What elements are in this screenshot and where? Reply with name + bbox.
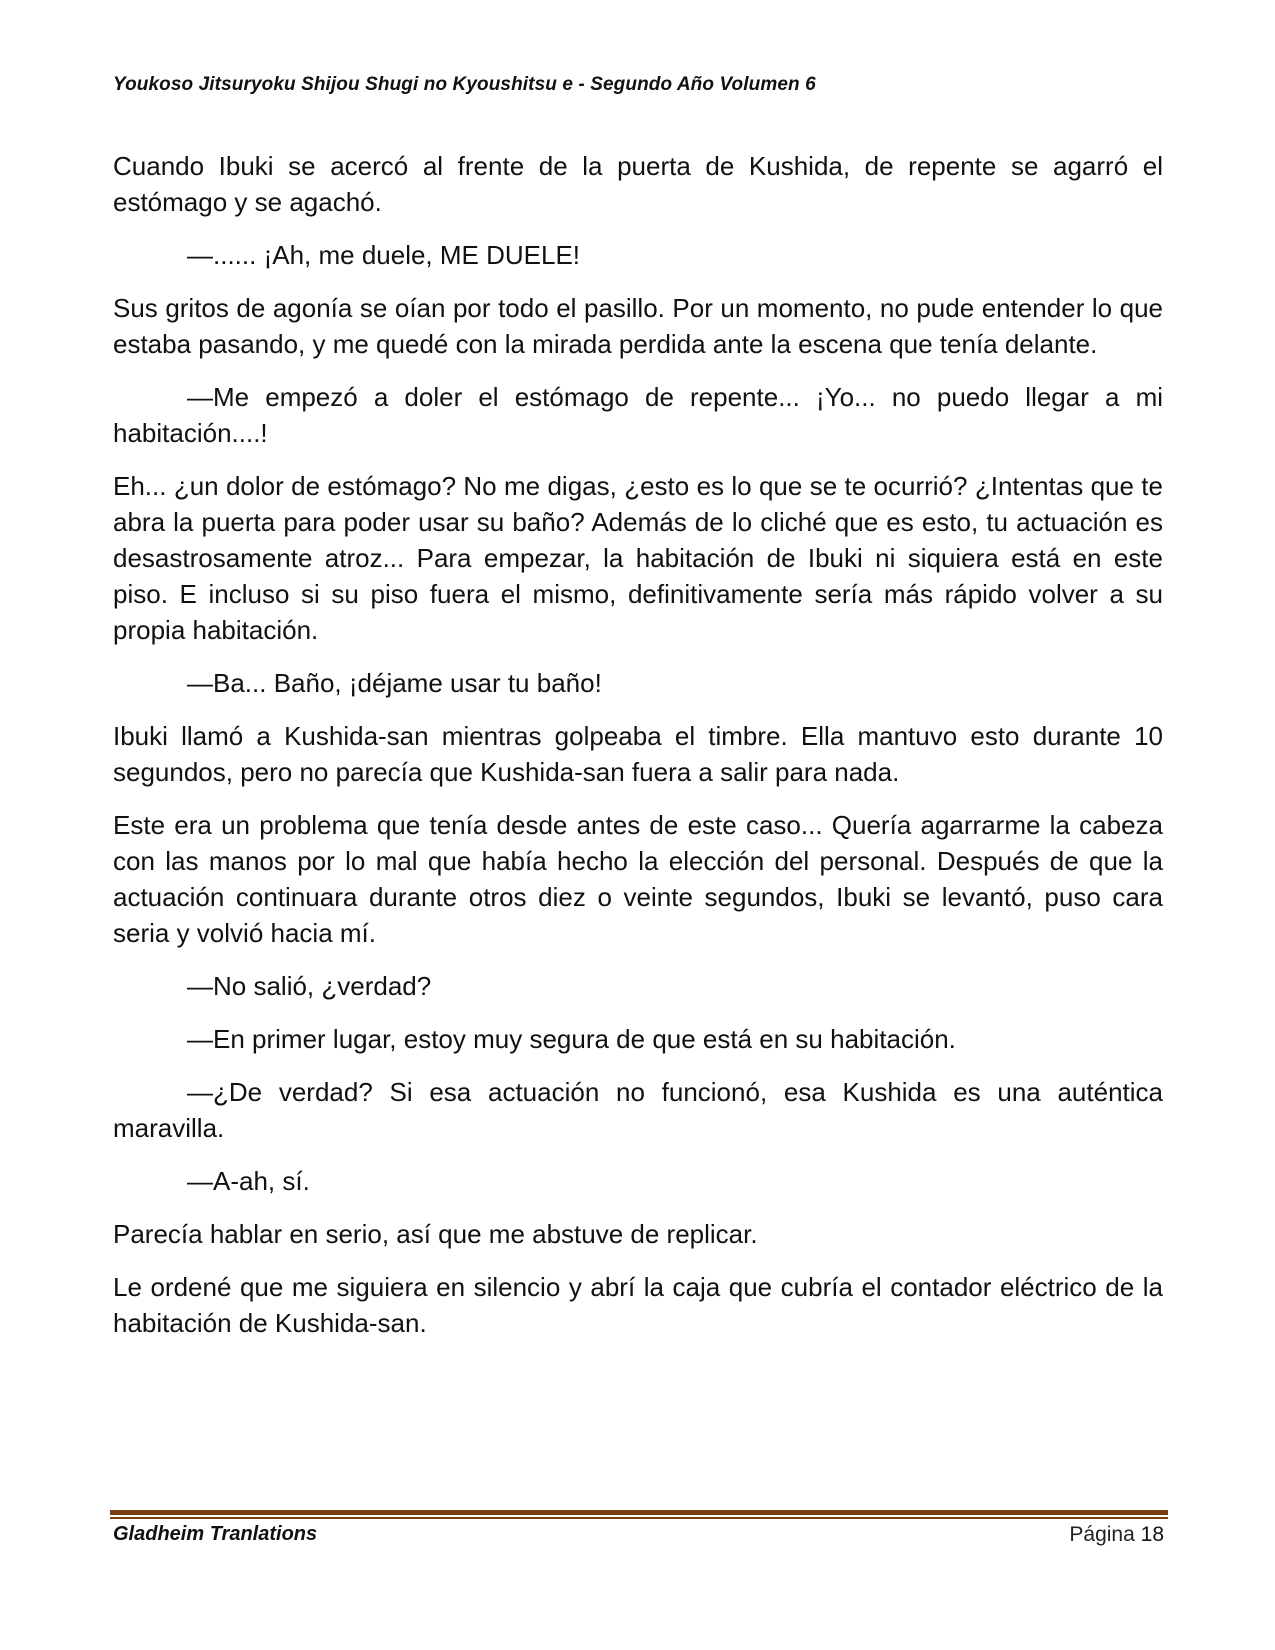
paragraph: Sus gritos de agonía se oían por todo el pasillo. Por un momento, no pude entender lo que estaba pasando, y me quedé con la mirada perdida ante la escena que tenía delante.	[113, 293, 1163, 359]
footer-divider	[110, 1510, 1168, 1519]
dialogue-paragraph: —A-ah, sí.	[187, 1166, 310, 1196]
paragraph: Este era un problema que tenía desde antes de este caso... Quería agarrarme la cabeza con las manos por lo mal que había hecho la elección del personal. Después de que la actuación continuara durante otros diez o veinte segundos, Ibuki se levantó, puso cara seria y volvió hacia mí.	[113, 810, 1163, 948]
paragraph: Ibuki llamó a Kushida-san mientras golpeaba el timbre. Ella mantuvo esto durante 10 segundos, pero no parecía que Kushida-san fuera a salir para nada.	[113, 721, 1163, 787]
page-label: Página	[1069, 1523, 1135, 1546]
footer-page-number	[1069, 1523, 1164, 1547]
paragraph: Cuando Ibuki se acercó al frente de la puerta de Kushida, de repente se agarró el estómago y se agachó.	[113, 151, 1163, 217]
body-text	[113, 148, 1163, 1358]
dialogue-paragraph: —...... ¡Ah, me duele, ME DUELE!	[187, 240, 581, 270]
page-number: 18	[1140, 1523, 1164, 1546]
dialogue-paragraph: —En primer lugar, estoy muy segura de que está en su habitación.	[187, 1024, 956, 1054]
dialogue-paragraph: —¿De verdad? Si esa actuación no funcionó, esa Kushida es una auténtica maravilla.	[113, 1077, 1163, 1143]
paragraph: Parecía hablar en serio, así que me abstuve de replicar.	[113, 1219, 758, 1249]
dialogue-paragraph: —Ba... Baño, ¡déjame usar tu baño!	[187, 668, 602, 698]
footer-translator-credit: Gladheim Tranlations	[113, 1523, 318, 1545]
paragraph: Eh... ¿un dolor de estómago? No me digas, ¿esto es lo que se te ocurrió? ¿Intentas que te abra la puerta para poder usar su baño? Además de lo cliché que es esto, tu actuación es desastrosamente atroz... Para empezar, la habitación de Ibuki ni siquiera está en este piso. E incluso si su piso fuera el mismo, definitivamente sería más rápido volver a su propia habitación.	[113, 471, 1163, 645]
page-header-title: Youkoso Jitsuryoku Shijou Shugi no Kyoushitsu e - Segundo Año Volumen 6	[113, 74, 816, 95]
dialogue-paragraph: —Me empezó a doler el estómago de repente... ¡Yo... no puedo llegar a mi habitación....!	[113, 382, 1163, 448]
dialogue-paragraph: —No salió, ¿verdad?	[187, 971, 432, 1001]
paragraph: Le ordené que me siguiera en silencio y abrí la caja que cubría el contador eléctrico de la habitación de Kushida-san.	[113, 1272, 1163, 1338]
